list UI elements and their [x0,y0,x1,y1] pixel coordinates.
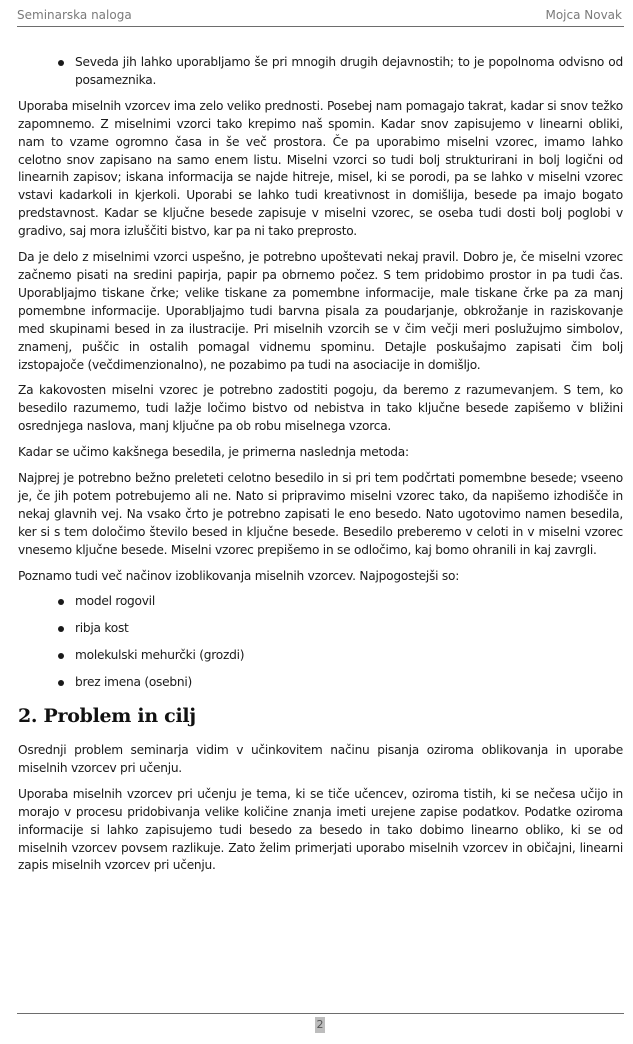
header-title: Seminarska naloga [17,8,132,22]
header-author: Mojca Novak [545,8,622,22]
paragraph: Kadar se učimo kakšnega besedila, je primerna naslednja metoda: [18,445,409,460]
list-item: model rogovil [18,593,623,611]
list-item: ribja kost [18,620,623,638]
paragraph: Poznamo tudi več načinov izoblikovanja miselnih vzorcev. Najpogostejši so: [18,568,460,583]
paragraph: Uporaba miselnih vzorcev ima zelo veliko prednosti. Posebej nam pomagajo takrat, kadar si snov težko zapomnemo. Z miselnimi vzorci tako krepimo naš spomin. Kadar snov zapisujemo v linearni obliki, nam to vzame ogromno časa in še več prostora. Če pa uporabimo miselni vzorec, imamo lahko celotno snov zapisano na samo enem listu. Miselni vzorci so tudi bolj strukturirani in bolj logični od linearnih zapisov; iskana informacija se najde hitreje, misel, ki se porodi, pa se lahko v miselni vzorec vstavi kadarkoli in kjerkoli. Uporabi se lahko tudi kreativnost in domišlija, besede pa imajo bogato predstavnost. Kadar se ključne besede zapisuje v miselni vzorec, se oseba tudi dosti bolj poglobi v gradivo, saj mora izluščiti bistvo, kar pa ni tako preprosto. [18,98,623,239]
methods-list [18,593,623,692]
page-header [17,6,624,27]
list-item: brez imena (osebni) [18,674,623,692]
paragraph: Za kakovosten miselni vzorec je potrebno zadostiti pogoju, da beremo z razumevanjem. S tem, ko besedilo razumemo, tudi lažje ločimo bistvo od nebistva in tako ključne besede zapišemo v bližini osrednjega naslova, manj ključne pa ob robu miselnega vzorca. [18,383,623,434]
paragraph: Uporaba miselnih vzorcev pri učenju je tema, ki se tiče učencev, oziroma tistih, ki se nečesa učijo in morajo v procesu pridobivanja velike količine znanja imeti urejene zapise podatkov. Podatke oziroma informacije si lahko zapisujemo tudi besedo za besedo in tako dobimo linearno obliko, ki se od miselnih vzorcev povsem razlikuje. Zato želim primerjati uporabo miselnih vzorcev in običajni, linearni zapis miselnih vzorcev pri učenju. [18,786,623,873]
document-body [18,54,623,883]
list-item: Seveda jih lahko uporabljamo še pri mnogih drugih dejavnostih; to je popolnoma odvisno od posameznika. [18,54,623,90]
paragraph: Osrednji problem seminarja vidim v učinkovitem načinu pisanja oziroma oblikovanja in uporabe miselnih vzorcev pri učenju. [18,743,623,775]
section-heading: 2. Problem in cilj [18,705,196,728]
list-item: molekulski mehurčki (grozdi) [18,647,623,665]
page-number: 2 [316,1018,324,1031]
paragraph: Da je delo z miselnimi vzorci uspešno, je potrebno upoštevati nekaj pravil. Dobro je, če miselni vzorec začnemo pisati na sredini papirja, papir pa obrnemo počez. S tem pridobimo prostor in pa tudi čas. Uporabljajmo tiskane črke; velike tiskane za pomembne informacije, male tiskane črke pa za manj pomembne informacije. Uporabljajmo tudi barvna pisala za poudarjanje, obkrožanje in raziskovanje med skupinami besed in za ilustracije. Pri miselnih vzorcih se v čim večji meri poslužujmo simbolov, znamenj, puščic in ostalih pomagal vidnemu spominu. Detajle poskušajmo zapisati čim bolj izstopajoče (večdimenzionalno), ne pozabimo pa tudi na asociacije in domišljo. [18,250,623,372]
paragraph: Najprej je potrebno bežno preleteti celotno besedilo in si pri tem podčrtati pomembne besede; vseeno je, če jih potem potrebujemo ali ne. Nato si pripravimo miselni vzorec tako, da napišemo izhodišče in nekaj glavnih vej. Na vsako črto je potrebno zapisati le eno besedo. Nato ugotovimo namen besedila, ker si s tem določimo število besed in ključne besede. Besedilo preberemo v celoti in v miselni vzorec vnesemo ključne besede. Miselni vzorec prepišemo in se odločimo, kaj bomo ohranili in kaj zavrgli. [18,471,623,557]
page-footer [17,1013,624,1044]
bullet-list [18,54,623,90]
